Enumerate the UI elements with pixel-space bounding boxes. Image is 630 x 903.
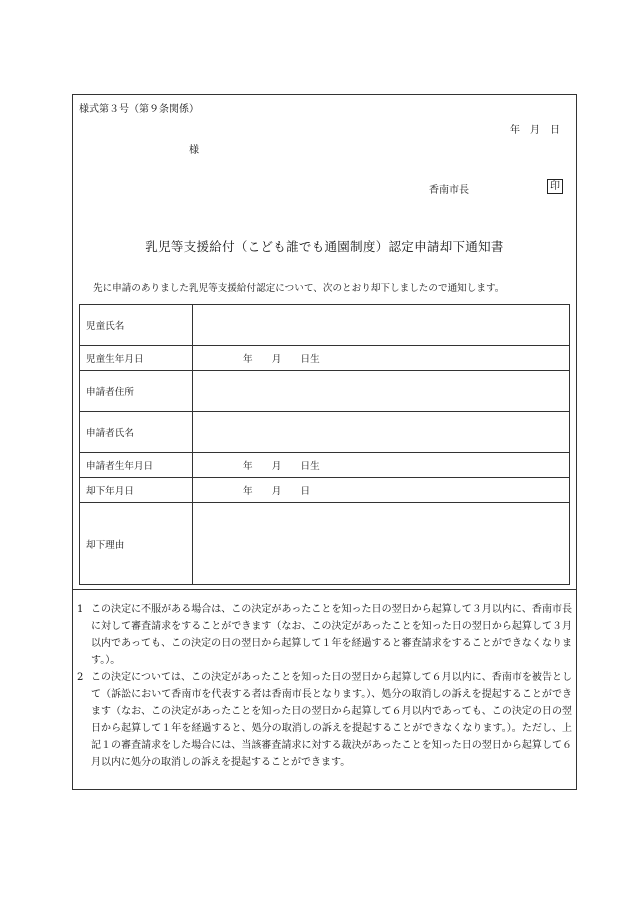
note-item [77, 669, 572, 771]
row-label: 申請者生年月日 [80, 453, 193, 478]
note-number: 2 [77, 672, 84, 683]
seal-mark: 印 [547, 179, 563, 194]
row-value-text [199, 538, 243, 549]
intro-text: 先に申請のありました乳児等支援給付認定について、次のとおり却下しましたので通知します。 [93, 283, 505, 294]
row-value [193, 453, 570, 478]
table-row [80, 503, 570, 585]
row-value [193, 412, 570, 453]
table-row [80, 412, 570, 453]
row-value-text: 年 月 日生 [243, 354, 320, 365]
issuer-name: 香南市長 [429, 185, 469, 196]
note-item [77, 601, 572, 669]
row-value-text [199, 386, 243, 397]
row-label: 児童氏名 [80, 305, 193, 346]
addressee-suffix: 様 [189, 145, 199, 156]
table-row [80, 305, 570, 346]
row-value [193, 503, 570, 585]
row-label: 児童生年月日 [80, 346, 193, 371]
row-value [193, 346, 570, 371]
note-text: この決定については、この決定があったことを知った日の翌日から起算して６月以内に、香南市を被告として（訴訟において香南市を代表する者は香南市長となります。）、処分の取消しの訴えを提起することができます（なお、この決定があったことを知った日の翌日から起算して６月以内であっても、この決定の日の翌日から起算して１年を経過すると、処分の取消しの訴えを提起することができなくなります。）。ただし、上記１の審査請求をした場合には、当該審査請求に対する裁決があったことを知った日の翌日から起算して６月以内に処分の取消しの訴えを提起することができます。 [91, 672, 572, 768]
issue-date-line: 年 月 日 [510, 125, 560, 136]
row-label: 却下理由 [80, 503, 193, 585]
table-row [80, 453, 570, 478]
table-row [80, 346, 570, 371]
row-label: 申請者住所 [80, 371, 193, 412]
row-value-text: 年 月 日生 [243, 461, 320, 472]
info-table [79, 304, 570, 585]
row-value-text: 年 月 日 [243, 486, 311, 497]
note-text: この決定に不服がある場合は、この決定があったことを知った日の翌日から起算して３月以内に、香南市長に対して審査請求をすることができます（なお、この決定があったことを知った日の翌日から起算して３月以内であっても、この決定の日の翌日から起算して１年を経過すると審査請求をすることができなくなります。）。 [91, 604, 572, 666]
table-row [80, 371, 570, 412]
note-number: 1 [77, 604, 84, 615]
notes-section [77, 601, 572, 771]
row-label: 却下年月日 [80, 478, 193, 503]
document-title: 乳児等支援給付（こども誰でも通園制度）認定申請却下通知書 [145, 239, 504, 254]
form-frame [72, 94, 577, 590]
table-row [80, 478, 570, 503]
row-label: 申請者氏名 [80, 412, 193, 453]
row-value [193, 371, 570, 412]
row-value [193, 305, 570, 346]
row-value-text [199, 427, 243, 438]
row-value [193, 478, 570, 503]
row-value-text [199, 320, 243, 331]
form-number-label: 様式第３号（第９条関係） [79, 104, 199, 115]
